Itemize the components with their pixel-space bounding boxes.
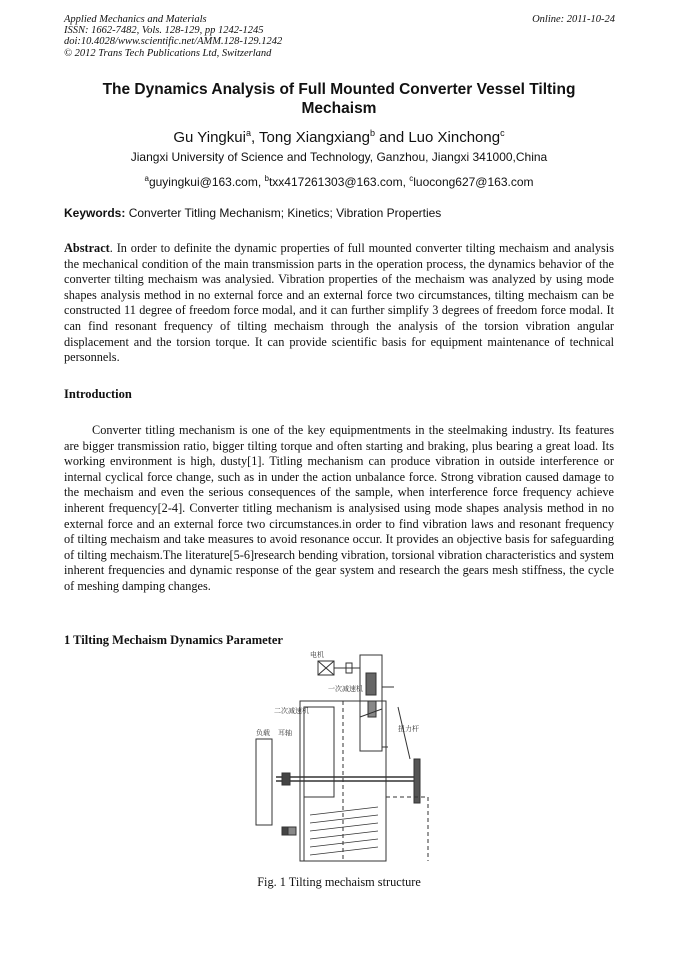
author-separator: and	[374, 129, 409, 146]
section1-heading: 1 Tilting Mechaism Dynamics Parameter	[64, 633, 283, 647]
author-affil-mark: b	[369, 128, 375, 138]
email-mark: b	[264, 174, 269, 183]
email-address[interactable]: guyingkui@163.com,	[148, 175, 265, 189]
second-reducer-label: 二次减速机	[274, 707, 309, 715]
affiliation: Jiangxi University of Science and Technology, Ganzhou, Jiangxi 341000,China	[130, 150, 548, 164]
author-list	[64, 124, 614, 147]
abstract-label: Abstract	[64, 241, 110, 255]
keywords	[64, 206, 614, 221]
abstract	[64, 241, 614, 366]
torsion-bar-label: 扭力杆	[398, 725, 419, 733]
motor-label: 电机	[310, 651, 324, 659]
author-affil-mark: a	[245, 128, 251, 138]
author-name: Gu Yingkui	[173, 129, 246, 146]
email-list	[64, 171, 614, 190]
author-name: Luo Xinchong	[408, 129, 501, 146]
keywords-text: Converter Titling Mechanism; Kinetics; Vibration Properties	[128, 206, 442, 220]
author-affil-mark: c	[500, 128, 505, 138]
copyright-line: © 2012 Trans Tech Publications Ltd, Switzerland	[64, 47, 272, 59]
email-mark: a	[144, 174, 149, 183]
abstract-text: . In order to definite the dynamic properties of full mounted converter tilting mechaism and analysis the mechanical condition of the main transmission parts in the operation process, the dynamics behavior of the converter tilting mechaism was analysied. Vibration properties of the mechaism was analyzed by using mode shapes analysis method in no external force and an external force two circumstances, tilting mechaism can be constructed 11 degree of freedom force modal, and it can further simplify 3 degrees of freedom force modal. It can find resonant frequency of tilting mechaism through the analysis of the torsion vibration angular displacement and the torsion torque. It can provide scientific basis for equipment maintenance of technical personnels.	[64, 241, 614, 365]
torsion-bar-mount	[414, 759, 420, 803]
trunnion-label: 耳轴	[278, 729, 292, 737]
publication-info	[64, 14, 282, 59]
introduction-heading: Introduction	[64, 387, 132, 401]
email-address[interactable]: txx417261303@163.com,	[268, 175, 410, 189]
keywords-label: Keywords:	[64, 206, 126, 220]
author-separator: ,	[250, 129, 260, 146]
figure-caption: Fig. 1 Tilting mechaism structure	[257, 875, 421, 889]
load-box	[256, 739, 272, 825]
journal-name: Applied Mechanics and Materials	[64, 14, 207, 25]
introduction-text: Converter titling mechanism is one of the key equipmentments in the steelmaking industry. Its features are bigger transmission ratio, bigger tilting torque and often starting and braking, plus bearing a great load. Its working environment is high, dusty[1]. Titling mechanism can produce vibration in outside interference or internal cyclical force change, such as in under the action unbalance force. Strong vibration caused damage to the mechaism and even the serious consequences of the sample, when interference force frequency achieve inherent frequency[2-4]. Converter titling mechanism is analysised using mode shapes analysis method in no external force and an external force two circumstances.in order to find vibration laws and resonant frequency of tilting mechaism and take measures to avoid resonance occur. It provides an objective basis for safeguarding of tilting mechaism.The literature[5-6]research bending vibration, torsional vibration characteristics and system inherent frequencies and dynamic response of the gear system and research the gears mesh stiffness, the cycle of meshing damping changes.	[64, 423, 614, 593]
load-label: 负载	[256, 729, 270, 737]
doi-line[interactable]: doi:10.4028/www.scientific.net/AMM.128-129.1242	[64, 36, 283, 48]
author-name: Tong Xiangxiang	[259, 129, 370, 146]
email-address[interactable]: luocong627@163.com	[413, 175, 534, 189]
online-date: Online: 2011-10-24	[532, 14, 615, 25]
issn-line: ISSN: 1662-7482, Vols. 128-129, pp 1242-1245	[64, 25, 264, 37]
paper-title: The Dynamics Analysis of Full Mounted Converter Vessel Tilting Mechaism	[102, 81, 576, 117]
email-mark: c	[409, 174, 414, 183]
tilting-mechanism-diagram	[238, 647, 438, 869]
first-reducer-label: 一次减速机	[328, 685, 363, 693]
